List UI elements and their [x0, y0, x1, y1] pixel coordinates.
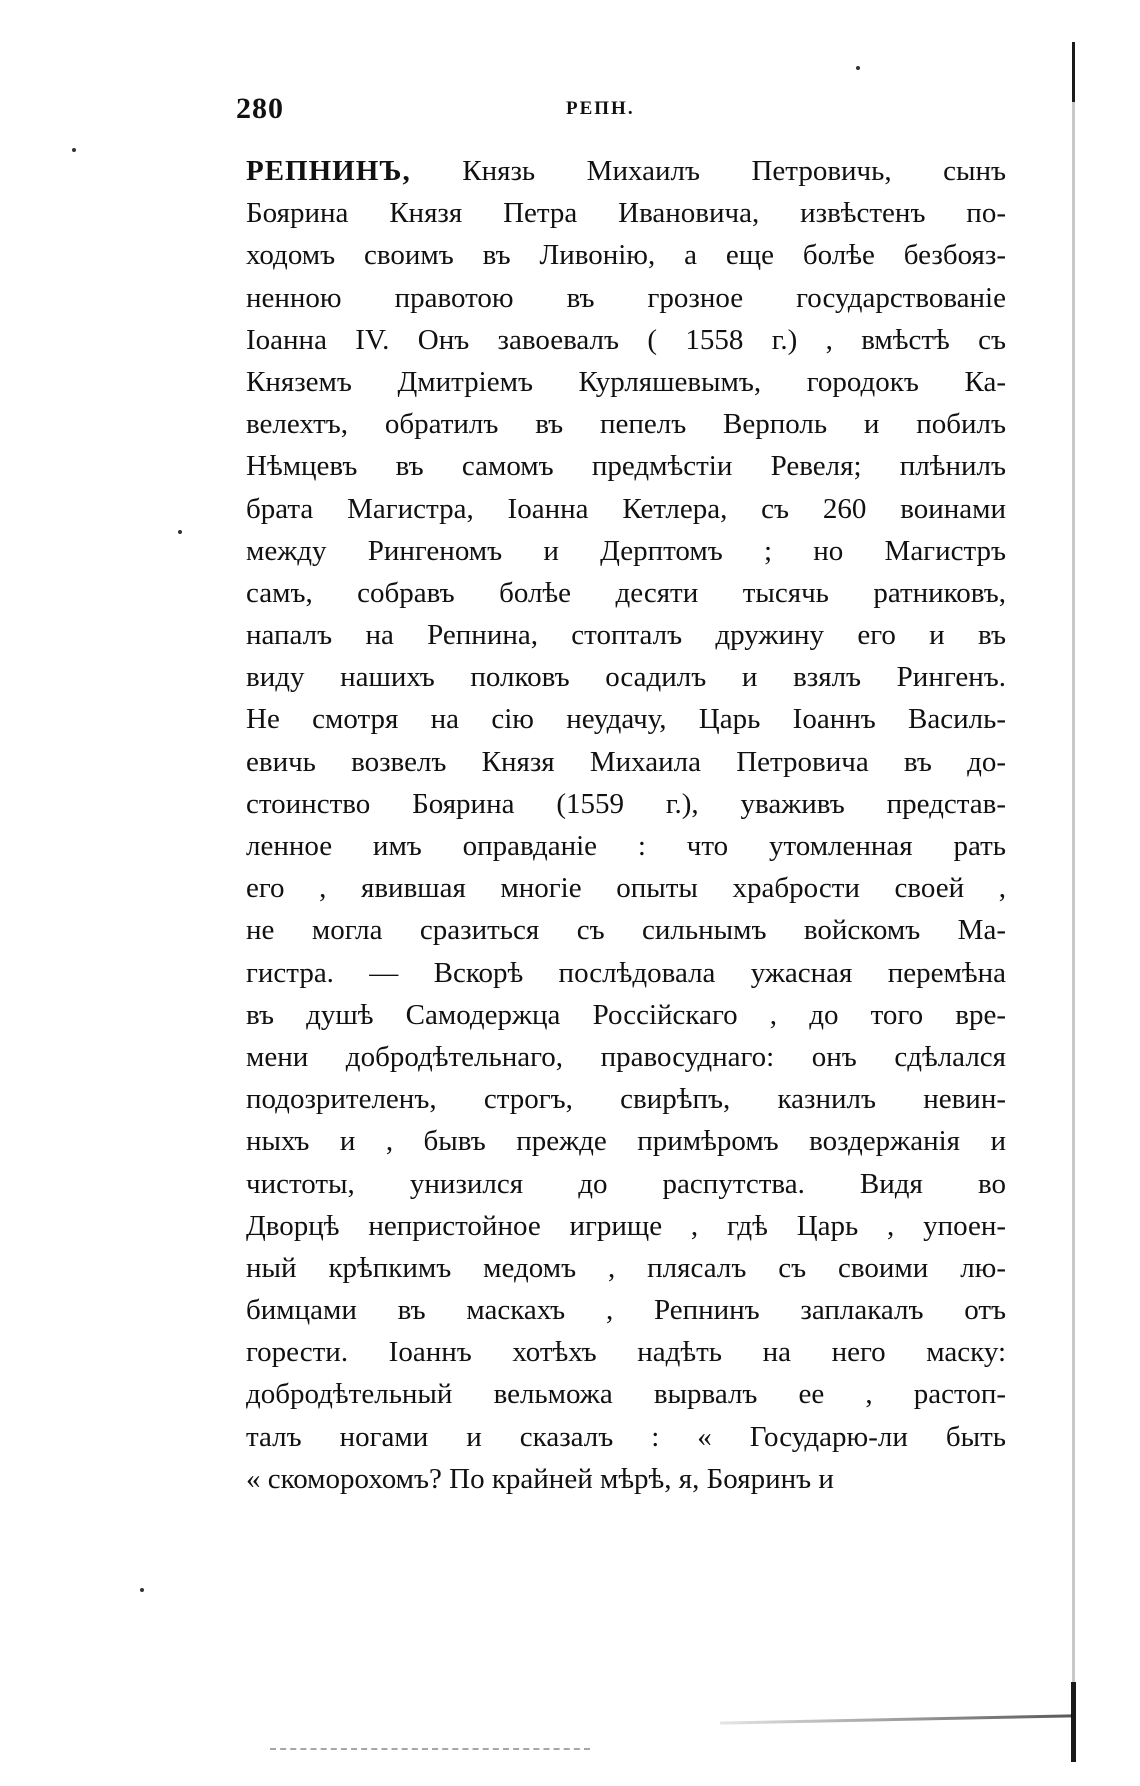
scan-speck — [72, 148, 76, 152]
text-line: не могла сразиться съ сильнымъ войскомъ Ма- — [246, 914, 1006, 947]
text-line: Дворцѣ непристойное игрище , гдѣ Царь , упоен- — [246, 1209, 1006, 1242]
page-header — [236, 92, 1006, 132]
text-line: Не смотря на сію неудачу, Царь Іоаннъ Василь- — [246, 703, 1006, 736]
running-head: РЕПН. — [566, 98, 635, 119]
entry-headword: РЕПНИНЪ, — [246, 155, 411, 187]
text-line: ный крѣпкимъ медомъ , плясалъ съ своими лю- — [246, 1251, 1006, 1284]
text-line: брата Магистра, Іоанна Кетлера, съ 260 воинами — [246, 492, 1006, 525]
text-line: Боярина Князя Петра Ивановича, извѣстенъ по- — [246, 197, 1006, 230]
text-line: ненною правотою въ грозное государствованіе — [246, 281, 1006, 314]
text-line: стоинство Боярина (1559 г.), уваживъ представ- — [246, 787, 1006, 820]
text-line: гистра. — Вскорѣ послѣдовала ужасная перемѣна — [246, 956, 1006, 989]
scan-dashes — [270, 1748, 590, 1752]
scan-speck — [178, 530, 182, 534]
text-line: мени добродѣтельнаго, правосуднаго: онъ сдѣлался — [246, 1040, 1006, 1073]
scan-speck — [140, 1588, 144, 1592]
text-line: велехтъ, обратилъ въ пепелъ Верполь и побилъ — [246, 408, 1006, 441]
text-line: ходомъ своимъ въ Ливонію, а еще болѣе безбояз- — [246, 239, 1006, 272]
text-line: въ душѣ Самодержца Россійскаго , до того вре- — [246, 998, 1006, 1031]
text-line: самъ, собравъ болѣе десяти тысячь ратниковъ, — [246, 576, 1006, 609]
text-line: бимцами въ маскахъ , Репнинъ заплакалъ отъ — [246, 1294, 1006, 1327]
text-line: РЕПНИНЪ, Князь Михаилъ Петровичь, сынъ — [246, 155, 1006, 187]
page-number: 280 — [236, 92, 284, 125]
text-line: добродѣтельный вельможа вырвалъ ее , растоп- — [246, 1378, 1006, 1411]
text-line: горести. Іоаннъ хотѣхъ надѣть на него маску: — [246, 1336, 1006, 1369]
scan-speck — [856, 66, 860, 70]
article-text — [246, 150, 1006, 1500]
text-line: виду нашихъ полковъ осадилъ и взялъ Рингенъ. — [246, 661, 1006, 694]
text-line: евичь возвелъ Князя Михаила Петровича въ до- — [246, 745, 1006, 778]
text-line: между Рингеномъ и Дерптомъ ; но Магистръ — [246, 534, 1006, 567]
text-line: напалъ на Репнина, стопталъ дружину его и въ — [246, 619, 1006, 652]
text-line: его , явившая многіе опыты храбрости своей , — [246, 872, 1006, 905]
text-line: Княземъ Дмитріемъ Курляшевымъ, городокъ Ка- — [246, 365, 1006, 398]
text-line: Нѣмцевъ въ самомъ предмѣстіи Ревеля; плѣнилъ — [246, 450, 1006, 483]
text-line: чистоты, унизился до распутства. Видя во — [246, 1167, 1006, 1200]
text-line: Іоанна IV. Онъ завоевалъ ( 1558 г.) , вмѣстѣ съ — [246, 323, 1006, 356]
text-line: ныхъ и , бывъ прежде примѣромъ воздержанія и — [246, 1125, 1006, 1158]
text-line: « скоморохомъ? По крайней мѣрѣ, я, Бояринъ и — [246, 1462, 834, 1495]
scan-smudge — [720, 1714, 1072, 1724]
text-line: подозрителенъ, строгъ, свирѣпъ, казнилъ невин- — [246, 1083, 1006, 1116]
text-line: ленное имъ оправданіе : что утомленная рать — [246, 830, 1006, 862]
page-edge-rule — [1072, 42, 1075, 1762]
text-line: талъ ногами и сказалъ : « Государю-ли быть — [246, 1420, 1006, 1453]
